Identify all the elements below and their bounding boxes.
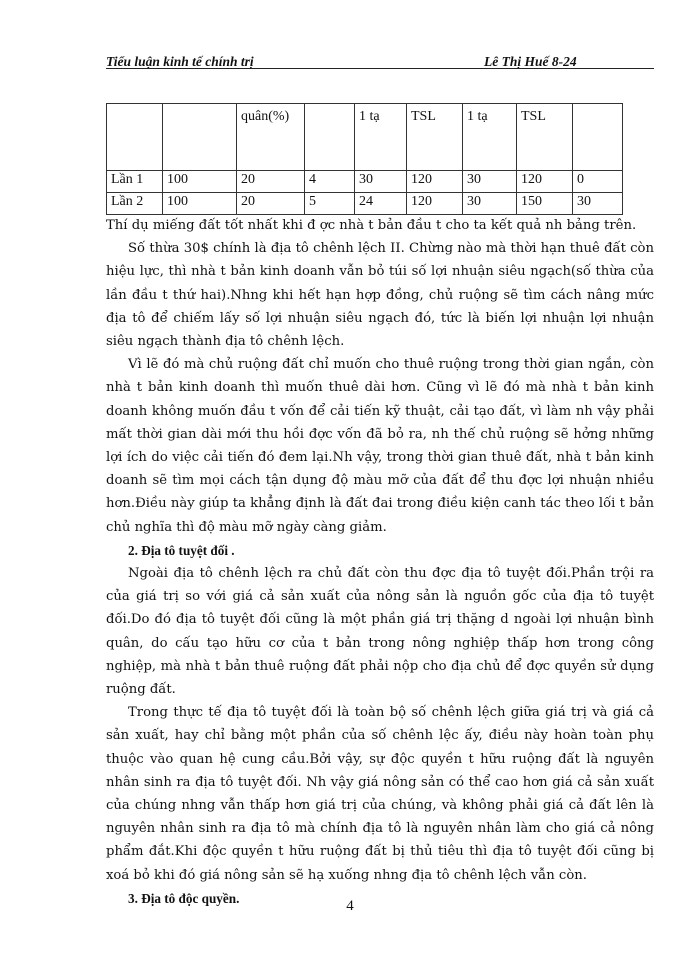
header-rule: [106, 68, 654, 69]
table-cell: [305, 104, 355, 171]
table-cell: 120: [407, 171, 463, 193]
table-cell: 24: [355, 193, 407, 215]
table-row: [107, 171, 623, 193]
table-cell: 20: [237, 193, 305, 215]
table-cell: TSL: [407, 104, 463, 171]
section-heading: 2. Địa tô tuyệt đối .: [128, 542, 235, 558]
table-cell: 20: [237, 171, 305, 193]
table-cell: Lần 1: [107, 171, 163, 193]
table-cell: 120: [407, 193, 463, 215]
table-cell: [573, 104, 623, 171]
paragraph: Trong thực tế địa tô tuyệt đối là toàn bộ số chênh lệch giữa giá trị và giá cả sản xuất, hay chỉ bằng một phần của số chênh lệc ấy, điều này hoàn toàn phụ thuộc vào quan hệ cung cầu.Bởi vậy, sự độc quyền t hữu ruộng đất là nguyên nhân sinh ra địa tô tuyệt đối. Nh vậy giá nông sản có thể cao hơn giá cả sản xuất của chúng nhng vẫn thấp hơn giá trị của chúng, và không phải giá cả đất lên là nguyên nhân sinh ra địa tô mà chính địa tô là nguyên nhân làm cho giá cả nông phẩm đắt.Khi độc quyền t hữu ruộng đất bị thủ tiêu thì địa tô tuyệt đối cũng bị xoá bỏ khi đó giá nông sản sẽ hạ xuống nhng địa tô chênh lệch vẫn còn.: [106, 705, 654, 883]
header-author: Lê Thị Huế 8-24: [484, 54, 577, 69]
table-cell: Lần 2: [107, 193, 163, 215]
table-cell: 5: [305, 193, 355, 215]
page-number: 4: [346, 898, 354, 914]
table-cell: [107, 104, 163, 171]
table-cell: 30: [463, 171, 517, 193]
paragraph: Ngoài địa tô chênh lệch ra chủ đất còn thu đợc địa tô tuyệt đối.Phần trội ra của giá trị so với giá cả sản xuất của nông sản là nguồn gốc của địa tô tuyệt đối.Do đó địa tô tuyệt đối cũng là một phần giá trị thặng d ngoài lợi nhuận bình quân, do cấu tạo hữu cơ của t bản trong nông nghiệp thấp hơn trong công nghiệp, mà nhà t bản thuê ruộng đất phải nộp cho địa chủ để đợc quyền sử dụng ruộng đất.: [106, 566, 654, 698]
table-cell: 100: [163, 193, 237, 215]
table-cell: 4: [305, 171, 355, 193]
table-row: [107, 193, 623, 215]
table-cell: [163, 104, 237, 171]
table-cell: 0: [573, 171, 623, 193]
paragraph: Vì lẽ đó mà chủ ruộng đất chỉ muốn cho thuê ruộng trong thời gian ngắn, còn nhà t bản kinh doanh thì muốn thuê dài hơn. Cũng vì lẽ đó mà nhà t bản kinh doanh không muốn đầu t vốn để cải tiến kỹ thuật, cải tạo đất, vì làm nh vậy phải mất thời gian dài mới thu hồi đợc vốn đã bỏ ra, nh thế chủ ruộng sẽ hởng những lợi ích do việc cải tiến đó đem lại.Nh vậy, trong thời gian thuê đất, nhà t bản kinh doanh sẽ tìm mọi cách tận dụng độ màu mỡ của đất để thu đợc lợi nhuận nhiều hơn.Điều này giúp ta khẳng định là đất đai trong điều kiện canh tác theo lối t bản chủ nghĩa thì độ màu mỡ ngày càng giảm.: [106, 357, 654, 535]
body-text: [106, 214, 654, 910]
table-header-row: [107, 104, 623, 171]
table-cell: quân(%): [237, 104, 305, 171]
table-cell: 30: [573, 193, 623, 215]
table-cell: 30: [355, 171, 407, 193]
paragraph: Số thừa 30$ chính là địa tô chênh lệch II. Chừng nào mà thời hạn thuê đất còn hiệu lực, thì nhà t bản kinh doanh vẫn bỏ túi số lợi nhuận siêu ngạch(số thừa của lần đầu t thứ hai).Nhng khi hết hạn hợp đồng, chủ ruộng sẽ tìm cách nâng mức địa tô để chiếm lấy số lợi nhuận siêu ngạch đó, tức là biến lợi nhuận lợi nhuận siêu ngạch thành địa tô chênh lệch.: [106, 241, 654, 350]
table-cell: 1 tạ: [355, 104, 407, 171]
table-cell: 150: [517, 193, 573, 215]
table-cell: 30: [463, 193, 517, 215]
table-cell: TSL: [517, 104, 573, 171]
section-heading: 3. Địa tô độc quyền.: [128, 890, 240, 906]
header-title: Tiểu luận kinh tế chính trị: [106, 54, 254, 69]
table-cell: 1 tạ: [463, 104, 517, 171]
data-table: [106, 103, 623, 215]
table-cell: 100: [163, 171, 237, 193]
table-cell: 120: [517, 171, 573, 193]
table-caption: Thí dụ miếng đất tốt nhất khi đ ợc nhà t bản đầu t cho ta kết quả nh bảng trên.: [106, 218, 637, 233]
